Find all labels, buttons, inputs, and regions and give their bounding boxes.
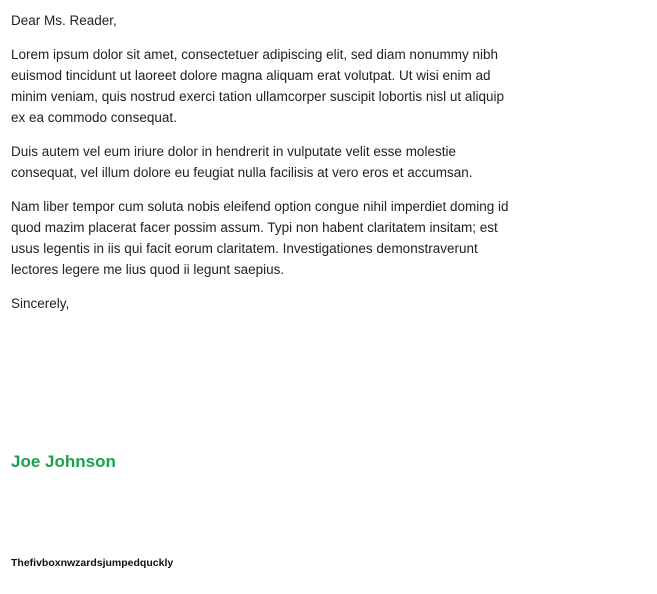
- letter-body: [11, 10, 511, 314]
- paragraph-3: Nam liber tempor cum soluta nobis eleifend option congue nihil imperdiet doming id quod mazim placerat facer possim assum. Typi non habent claritatem insitam; est usus legentis in iis qui facit eorum claritatem. Investigationes demonstraverunt lectores legere me lius quod ii legunt saepius.: [11, 199, 509, 277]
- footer-text: Thefivboxnwzardsjumpedquckly: [11, 557, 174, 569]
- paragraph-2: Duis autem vel eum iriure dolor in hendrerit in vulputate velit esse molestie consequat, vel illum dolore eu feugiat nulla facilisis at vero eros et accumsan.: [11, 144, 473, 180]
- paragraph-1: Lorem ipsum dolor sit amet, consectetuer adipiscing elit, sed diam nonummy nibh euismod tincidunt ut laoreet dolore magna aliquam erat volutpat. Ut wisi enim ad minim veniam, quis nostrud exerci tation ullamcorper suscipit lobortis nisl ut aliquip ex ea commodo consequat.: [11, 47, 504, 125]
- closing: Sincerely,: [11, 296, 70, 311]
- signature-name: Joe Johnson: [11, 452, 116, 471]
- salutation: Dear Ms. Reader,: [11, 13, 117, 28]
